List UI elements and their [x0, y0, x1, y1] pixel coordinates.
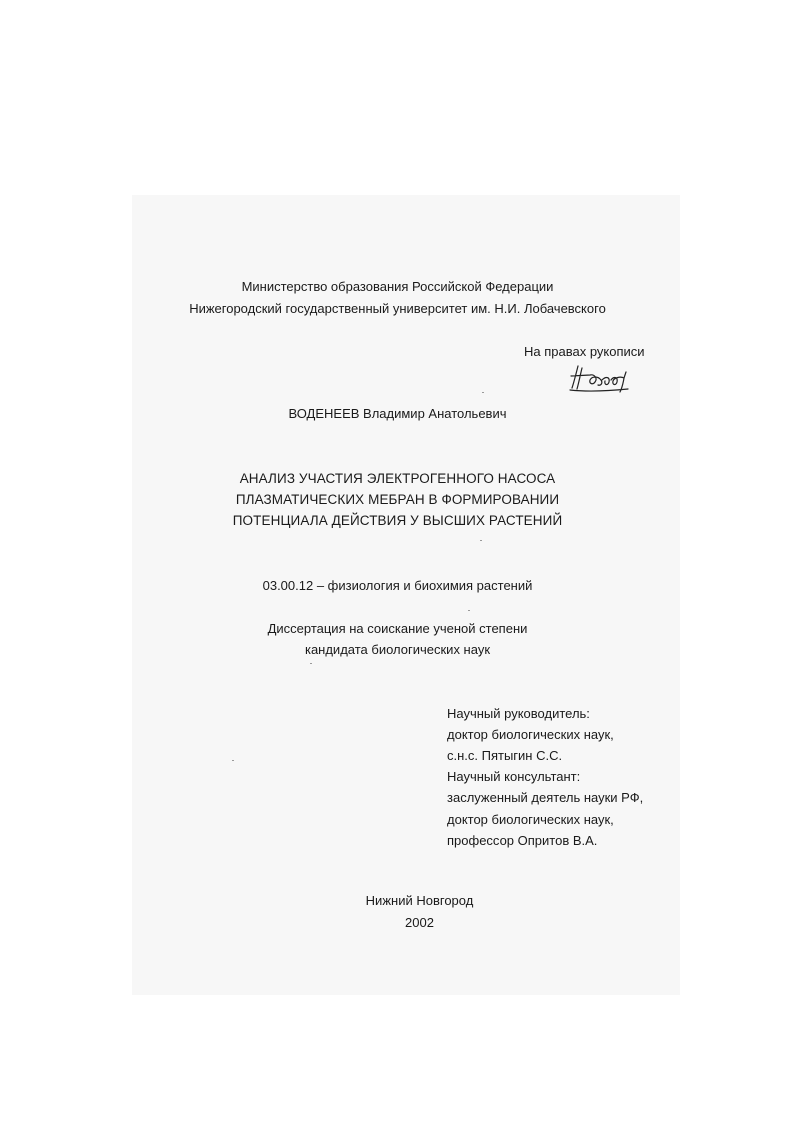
ministry-name: Министерство образования Российской Федерации — [241, 279, 554, 294]
title-line-1: АНАЛИЗ УЧАСТИЯ ЭЛЕКТРОГЕННОГО НАСОСА — [239, 471, 556, 486]
scan-speck — [310, 663, 312, 664]
dissertation-statement-line-2: кандидата биологических наук — [304, 642, 491, 657]
city: Нижний Новгород — [365, 893, 474, 908]
supervisor-line: доктор биологических наук, — [447, 727, 614, 742]
supervisor-line: заслуженный деятель науки РФ, — [447, 790, 644, 805]
supervisor-line: профессор Опритов В.А. — [447, 833, 598, 848]
scan-speck — [468, 610, 470, 611]
manuscript-note: На правах рукописи — [524, 344, 645, 359]
specialty: 03.00.12 – физиология и биохимия растений — [262, 578, 533, 593]
handwritten-signature — [568, 362, 638, 396]
dissertation-statement-line-1: Диссертация на соискание ученой степени — [267, 621, 528, 636]
scan-speck — [482, 392, 484, 393]
scan-speck — [232, 760, 234, 761]
year: 2002 — [405, 915, 434, 930]
supervisor-line: с.н.с. Пятыгин С.С. — [447, 748, 563, 763]
title-line-2: ПЛАЗМАТИЧЕСКИХ МЕБРАН В ФОРМИРОВАНИИ — [235, 492, 560, 507]
university-name: Нижегородский государственный университет им. Н.И. Лобачевского — [189, 301, 606, 316]
supervisor-line: доктор биологических наук, — [447, 812, 614, 827]
title-line-3: ПОТЕНЦИАЛА ДЕЙСТВИЯ У ВЫСШИХ РАСТЕНИЙ — [232, 513, 563, 528]
supervisor-line: Научный консультант: — [447, 769, 581, 784]
supervisor-line: Научный руководитель: — [447, 706, 590, 721]
author-name: ВОДЕНЕЕВ Владимир Анатольевич — [288, 406, 507, 421]
scan-speck — [480, 540, 482, 541]
